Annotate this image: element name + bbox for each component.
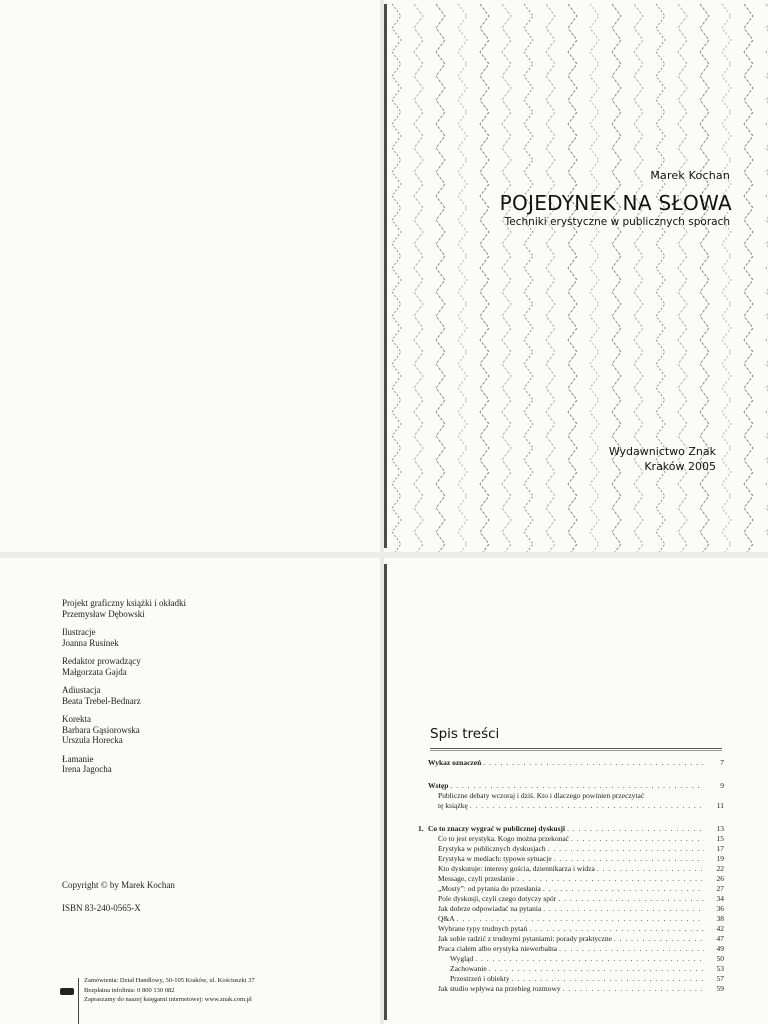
toc-entry	[418, 854, 724, 864]
credit-role: Łamanie	[62, 753, 94, 764]
blank-page	[0, 0, 380, 552]
zigzag-line	[590, 4, 599, 552]
toc-leader-dots	[614, 934, 704, 944]
toc-entry-page: 22	[716, 864, 724, 873]
toc-entry-title: Q&A	[438, 914, 455, 923]
toc-entry-page: 47	[716, 934, 724, 943]
toc-leader-dots	[517, 874, 704, 884]
credit-group	[62, 685, 186, 706]
toc-entry-page: 19	[716, 854, 724, 863]
toc-entry	[418, 914, 724, 924]
zigzag-line	[392, 4, 401, 552]
toc-entry-title: Jak studio wpływa na przebieg rozmowy	[438, 984, 561, 993]
toc-entry	[418, 924, 724, 934]
toc-entry	[418, 864, 724, 874]
credit-group	[62, 656, 186, 677]
order-info	[84, 976, 255, 1005]
zigzag-line	[568, 4, 577, 552]
toc-entry-page: 42	[716, 924, 724, 933]
publisher-logo	[60, 988, 74, 995]
toc-entry	[418, 964, 724, 974]
toc-entry	[418, 781, 724, 791]
toc-entry-title: Erystyka w mediach: typowe sytuacje	[438, 854, 552, 863]
toc-entry-title: Message, czyli przesłanie	[438, 874, 515, 883]
vertical-divider	[78, 978, 79, 1024]
toc-leader-dots	[529, 924, 704, 934]
toc-leader-dots	[554, 854, 704, 864]
toc-entry-title: Kto dyskutuje: interesy gościa, dziennikarza i widza	[438, 864, 595, 873]
toc-entry-page: 17	[716, 844, 724, 853]
toc-entry-title: Erystyka w publicznych dyskusjach	[438, 844, 546, 853]
toc-entry	[418, 824, 724, 834]
toc-entry-page: 49	[716, 944, 724, 953]
copyright-notice: Copyright © by Marek Kochan	[62, 880, 175, 890]
toc-entry	[418, 904, 724, 914]
credit-group	[62, 598, 186, 619]
toc-entry-title: Wybrane typy trudnych pytań	[438, 924, 528, 933]
publisher-block	[609, 444, 716, 474]
credit-name: Barbara Gąsiorowska	[62, 724, 140, 735]
toc-leader-dots	[543, 884, 704, 894]
toc-entry-title: Wygląd	[450, 954, 474, 963]
toc-entry-page: 38	[716, 914, 724, 923]
toc-leader-dots	[470, 801, 704, 811]
book-title: POJEDYNEK NA SŁOWA	[499, 191, 732, 215]
toc-entry	[418, 884, 724, 894]
toc-entry-title: Publiczne debaty wczoraj i dziś. Kto i dlaczego powinien przeczytać	[438, 791, 645, 800]
toc-entry-page: 53	[716, 964, 724, 973]
credit-role: Redaktor prowadzący	[62, 656, 141, 666]
cover-page	[384, 0, 768, 552]
toc-entry-title: Jak dobrze odpowiadać na pytania	[438, 904, 542, 913]
zigzag-line	[480, 4, 489, 552]
spine-edge	[384, 4, 387, 548]
order-line: Bezpłatna infolinia: 0 800 130 082	[84, 986, 175, 994]
toc-entry-title: Wstęp	[428, 781, 449, 790]
toc-leader-dots	[512, 974, 704, 984]
toc-entry-page: 9	[720, 781, 724, 790]
zigzag-line	[458, 4, 467, 552]
credit-role: Adiustacja	[62, 685, 101, 695]
toc-entry	[418, 844, 724, 854]
toc-entry	[418, 934, 724, 944]
credit-name: Beata Trebel-Bednarz	[62, 695, 141, 706]
toc-entry-title: Wykaz oznaczeń	[428, 758, 482, 767]
toc-leader-dots	[489, 964, 704, 974]
toc-leader-dots	[483, 758, 704, 768]
toc-entry-title: Zachowanie	[450, 964, 487, 973]
publication-place-year: Kraków 2005	[644, 460, 716, 473]
credit-role: Korekta	[62, 714, 91, 724]
zigzag-line	[546, 4, 555, 552]
credit-role: Ilustracje	[62, 627, 96, 637]
credit-name: Małgorzata Gajda	[62, 666, 127, 677]
credit-role: Projekt graficzny książki i okładki	[62, 598, 186, 608]
toc-entry	[418, 801, 724, 811]
toc-leader-dots	[548, 844, 704, 854]
toc-divider	[430, 748, 722, 749]
toc-leader-dots	[559, 944, 704, 954]
toc-leader-dots	[457, 914, 704, 924]
toc-entry-title: „Mosty”: od pytania do przesłania	[438, 884, 541, 893]
toc-divider	[430, 750, 722, 751]
toc-title: Spis treści	[430, 726, 500, 742]
isbn-number: ISBN 83-240-0565-X	[62, 903, 141, 913]
toc-entry	[418, 984, 724, 994]
credit-group	[62, 714, 186, 746]
toc-entry	[418, 944, 724, 954]
zigzag-line	[722, 4, 731, 552]
zigzag-line	[744, 4, 753, 552]
credit-name: Joanna Rusinek	[62, 637, 119, 648]
zigzag-line	[524, 4, 533, 552]
spine-edge	[384, 564, 387, 1020]
toc-entry-page: 13	[716, 824, 724, 833]
credits-list	[62, 598, 186, 783]
credit-name: Urszula Horecka	[62, 735, 123, 745]
toc-leader-dots	[543, 904, 704, 914]
toc-entry	[418, 758, 724, 768]
toc-entry	[418, 834, 724, 844]
toc-entry-page: 50	[716, 954, 724, 963]
author-name: Marek Kochan	[650, 169, 730, 182]
toc-entry-page: 34	[716, 894, 724, 903]
toc-entry-page: 15	[716, 834, 724, 843]
order-line: Zapraszamy do naszej księgarni internetowej: www.znak.com.pl	[84, 996, 252, 1003]
toc-page	[384, 558, 768, 1024]
publisher-name: Wydawnictwo Znak	[608, 445, 716, 458]
toc-entry-page: 27	[716, 884, 724, 893]
toc-leader-dots	[475, 954, 704, 964]
toc-entry-title: Praca ciałem albo erystyka niewerbalna	[438, 944, 558, 953]
toc-entry-title: Co to jest erystyka. Kogo można przekonać	[438, 834, 570, 843]
credit-name: Przemysław Dębowski	[62, 608, 145, 619]
toc-entry-number: 1.	[418, 824, 424, 833]
toc-entry-title: Pole dyskusji, czyli czego dotyczy spór	[438, 894, 557, 903]
book-subtitle: Techniki erystyczne w publicznych sporach	[504, 216, 730, 228]
colophon-page	[0, 558, 380, 1024]
toc-entry	[418, 954, 724, 964]
toc-entry-title: Jak sobie radzić z trudnymi pytaniami: porady praktyczne	[438, 934, 612, 943]
toc-leader-dots	[597, 864, 704, 874]
toc-entry-page: 11	[716, 801, 724, 810]
toc-leader-dots	[558, 894, 704, 904]
toc-entry	[418, 894, 724, 904]
toc-leader-dots	[571, 834, 704, 844]
toc-entry-page: 7	[720, 758, 724, 767]
toc-leader-dots	[450, 781, 704, 791]
toc-entry	[418, 874, 724, 884]
toc-entry-title: tę książkę	[438, 801, 468, 810]
credit-group	[62, 627, 186, 648]
credit-name: Irena Jagocha	[62, 764, 112, 774]
toc-entry-title: Co to znaczy wygrać w publicznej dyskusji	[428, 824, 566, 833]
toc-leader-dots	[563, 984, 704, 994]
toc-entry-page: 57	[716, 974, 724, 983]
toc-entry	[418, 791, 724, 801]
toc-entry-title: Przestrzeń i obiekty	[450, 974, 510, 983]
order-line: Zamówienia: Dział Handlowy, 30-105 Kraków, ul. Kościuszki 37	[84, 977, 255, 984]
zigzag-line	[436, 4, 445, 552]
zigzag-line	[414, 4, 423, 552]
toc-entry-page: 59	[716, 984, 724, 993]
zigzag-line	[502, 4, 511, 552]
toc-leader-dots	[567, 824, 704, 834]
toc-entry	[418, 974, 724, 984]
toc-entry-page: 36	[716, 904, 724, 913]
credit-group	[62, 754, 186, 775]
toc-entry-page: 26	[716, 874, 724, 883]
